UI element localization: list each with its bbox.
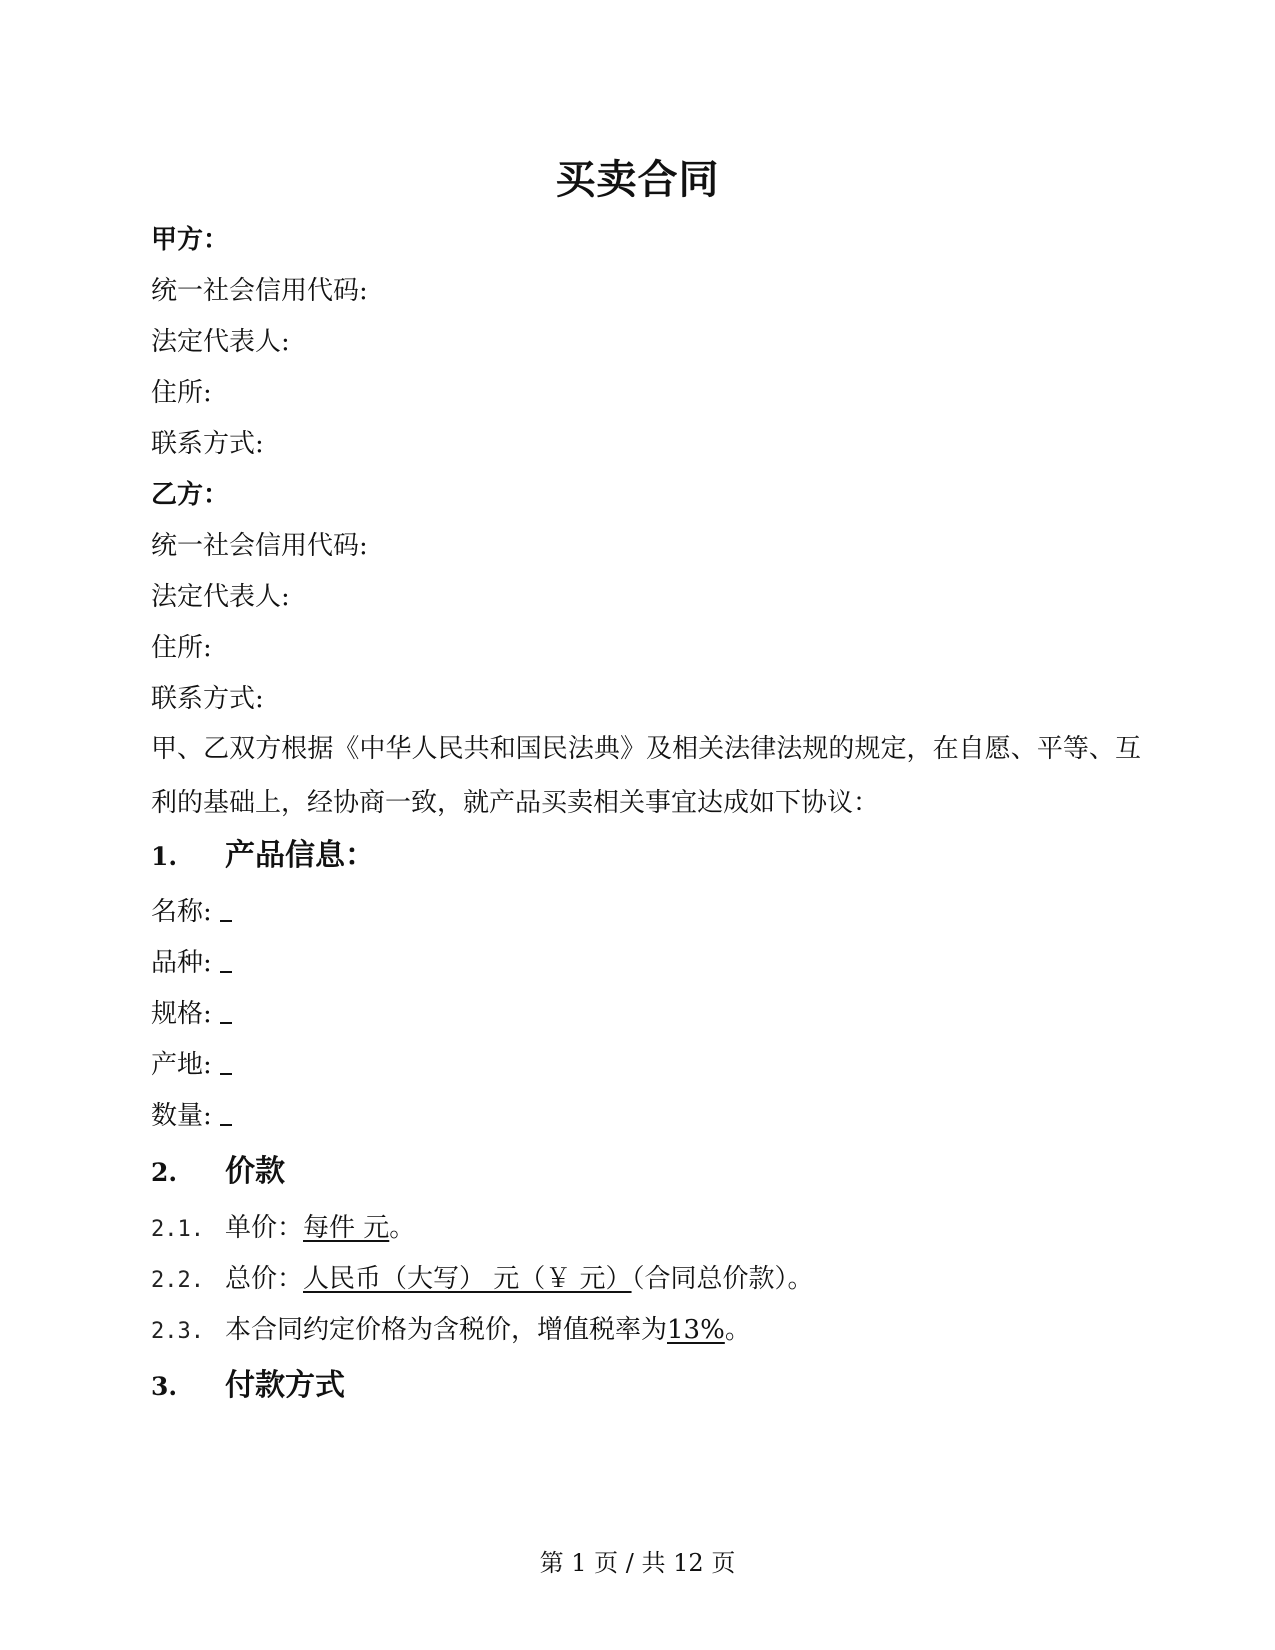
party-b-credit-code: 统一社会信用代码: [151, 531, 368, 561]
party-a-contact: 联系方式: [151, 429, 264, 459]
blank-line [220, 1004, 232, 1024]
document-title: 买卖合同 [555, 156, 720, 203]
total-price-value: 人民币（大写） 元（￥ 元） [303, 1264, 632, 1294]
section-title: 付款方式 [225, 1368, 345, 1403]
clause-2-1 [151, 1210, 415, 1248]
party-b-legal-rep: 法定代表人: [151, 582, 290, 612]
clause-suffix: 。 [724, 1315, 751, 1345]
field-label: 品种: [151, 948, 212, 978]
product-origin-field [151, 1047, 232, 1083]
product-spec-field [151, 996, 232, 1032]
field-label: 数量: [151, 1101, 212, 1131]
field-label: 名称: [151, 897, 212, 927]
party-a-legal-rep: 法定代表人: [151, 327, 290, 357]
party-b-address: 住所: [151, 633, 212, 663]
clause-2-3 [151, 1312, 751, 1350]
clause-number: 2.3. [151, 1319, 204, 1344]
section-title: 价款 [225, 1154, 285, 1189]
clause-label: 总价： [225, 1264, 304, 1294]
clause-2-2 [151, 1261, 814, 1299]
section-number: 1. [151, 842, 178, 871]
clause-label: 单价： [225, 1213, 304, 1243]
intro-paragraph: 甲、乙双方根据《中华人民共和国民法典》及相关法律法规的规定，在自愿、平等、互利的基础上，经协商一致，就产品买卖相关事宜达成如下协议： [151, 734, 1141, 818]
party-a-credit-code: 统一社会信用代码: [151, 276, 368, 306]
field-label: 产地: [151, 1050, 212, 1080]
party-b-contact: 联系方式: [151, 684, 264, 714]
product-name-field [151, 894, 232, 930]
vat-rate-value: 13% [667, 1315, 725, 1345]
blank-line [220, 1055, 232, 1075]
clause-number: 2.2. [151, 1268, 204, 1293]
clause-number: 2.1. [151, 1217, 204, 1242]
party-a-label: 甲方： [151, 225, 230, 255]
section-title: 产品信息： [225, 838, 375, 873]
party-a-address: 住所: [151, 378, 212, 408]
clause-suffix: 。 [389, 1213, 416, 1243]
unit-price-value: 每件 元 [303, 1213, 390, 1243]
product-variety-field [151, 945, 232, 981]
clause-suffix: （合同总价款）。 [631, 1264, 814, 1294]
clause-label: 本合同约定价格为含税价，增值税率为 [225, 1315, 668, 1345]
section-3-heading [151, 1366, 345, 1407]
party-b-label: 乙方： [151, 480, 230, 510]
section-number: 3. [151, 1372, 178, 1401]
blank-line [220, 902, 232, 922]
section-2-heading [151, 1152, 285, 1193]
page-footer: 第 1 页 / 共 12 页 [539, 1549, 736, 1577]
product-quantity-field [151, 1098, 232, 1134]
section-number: 2. [151, 1158, 178, 1187]
section-1-heading [151, 836, 375, 877]
field-label: 规格: [151, 999, 212, 1029]
blank-line [220, 953, 232, 973]
blank-line [220, 1106, 232, 1126]
